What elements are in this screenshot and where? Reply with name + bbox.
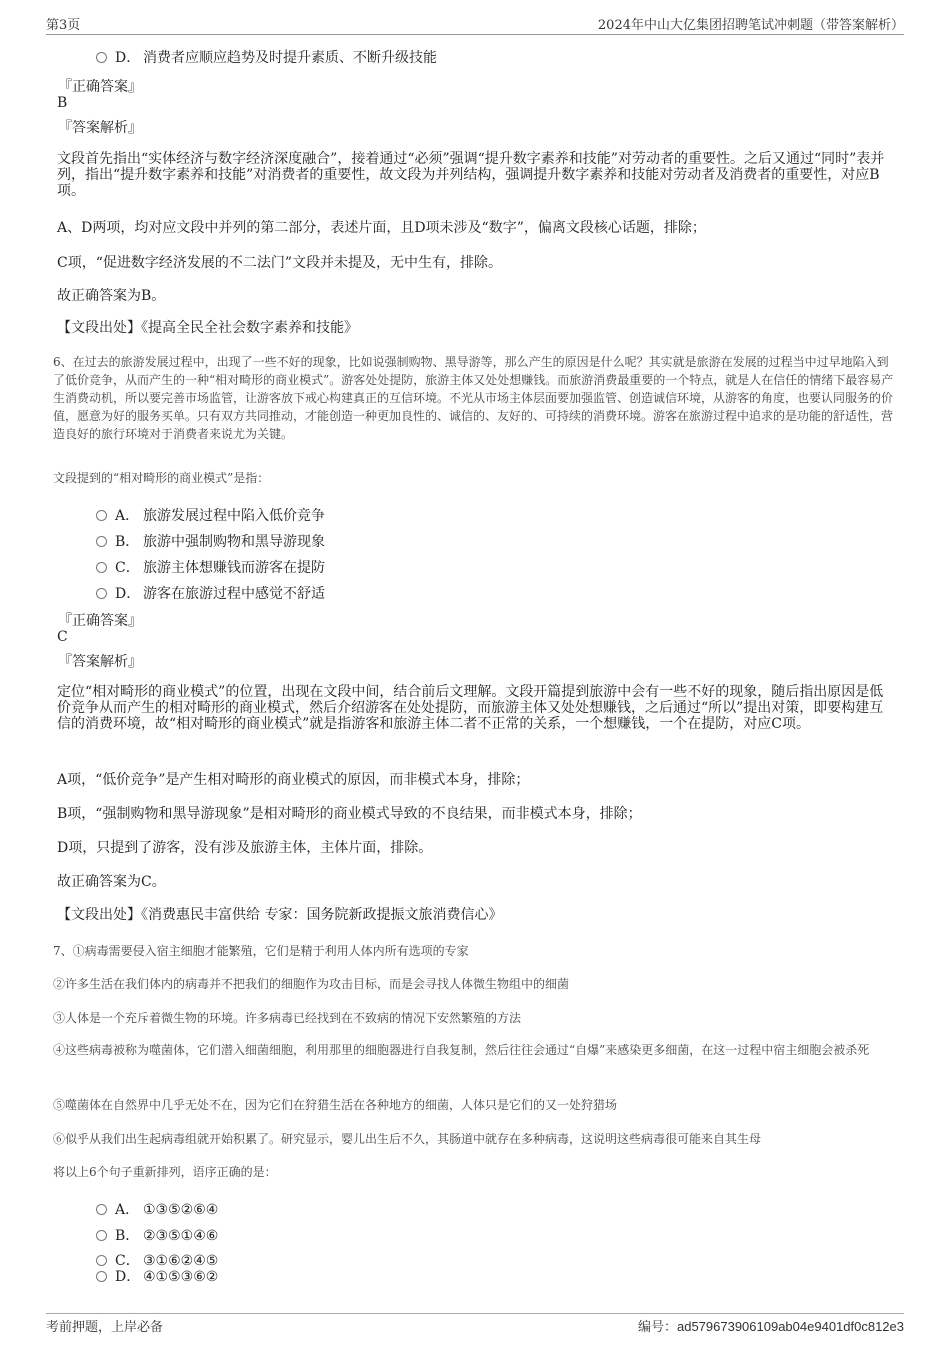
q5-analysis-4: 故正确答案为B。 [57,288,166,304]
q6-analysis-3: B项，“强制购物和黑导游现象”是相对畸形的商业模式导致的不良结果，而非模式本身，排除； [57,806,642,822]
q6-option-d[interactable]: D． 游客在旅游过程中感觉不舒适 [96,583,325,603]
q7-sentence-4: ④这些病毒被称为噬菌体，它们潜入细菌细胞，利用那里的细胞器进行自我复制，然后往往会通过“自爆”来感染更多细菌，在这一过程中宿主细胞会被杀死 [53,1043,870,1057]
q5-analysis-1: 文段首先指出“实体经济与数字经济深度融合”，接着通过“必须”强调“提升数字素养和技能”对劳动者的重要性。之后又通过“同时”表并列，指出“提升数字素养和技能”对消费者的重要性，故文段为并列结构，强调提升数字素养和技能对劳动者及消费者的重要性，对应B项。 [57,151,885,199]
footer-code [638,1316,904,1335]
q7-sentence-6: ⑥似乎从我们出生起病毒组就开始积累了。研究显示，婴儿出生后不久，其肠道中就存在多种病毒，这说明这些病毒很可能来自其生母 [53,1132,762,1146]
document-title: 2024年中山大亿集团招聘笔试冲刺题（带答案解析） [597,18,904,33]
q7-sentence-5: ⑤噬菌体在自然界中几乎无处不在，因为它们在狩猎生活在各种地方的细菌，人体只是它们的又一处狩猎场 [53,1098,618,1112]
q7-option-c[interactable]: C． ③①⑥②④⑤ [96,1250,218,1270]
footer-slogan: 考前押题，上岸必备 [46,1320,164,1335]
q6-source: 【文段出处】《消费惠民丰富供给 专家：国务院新政提振文旅消费信心》 [57,907,503,923]
q6-question: 文段提到的“相对畸形的商业模式”是指： [53,471,270,485]
radio-icon[interactable] [96,1204,107,1215]
radio-icon[interactable] [96,562,107,573]
q6-option-c[interactable]: C． 旅游主体想赚钱而游客在提防 [96,557,325,577]
q7-sentence-1: 7、①病毒需要侵入宿主细胞才能繁殖，它们是精于利用人体内所有选项的专家 [53,944,469,958]
q5-option-d[interactable]: D． 消费者应顺应趋势及时提升素质、不断升级技能 [96,47,437,67]
page-footer [46,1313,904,1338]
page-number: 第3页 [46,18,81,33]
q6-analysis-label: 『答案解析』 [58,654,142,670]
footer-code-value: ad579673906109ab04e9401df0c812e3 [676,1319,904,1334]
radio-icon[interactable] [96,510,107,521]
q7-sentence-2: ②许多生活在我们体内的病毒并不把我们的细胞作为攻击目标，而是会寻找人体微生物组中的细菌 [53,977,570,991]
radio-icon[interactable] [96,1271,107,1282]
q5-analysis-2: A、D两项，均对应文段中并列的第二部分，表述片面，且D项未涉及“数字”，偏离文段核心话题，排除； [57,220,706,236]
radio-icon[interactable] [96,1230,107,1241]
q5-source: 【文段出处】《提高全民全社会数字素养和技能》 [57,320,358,336]
q6-analysis-4: D项，只提到了游客，没有涉及旅游主体，主体片面，排除。 [57,840,433,856]
q6-answer-label: 『正确答案』 [58,613,142,629]
q6-analysis-2: A项，“低价竞争”是产生相对畸形的商业模式的原因，而非模式本身，排除； [57,772,530,788]
q5-analysis-3: C项，“促进数字经济发展的不二法门”文段并未提及，无中生有，排除。 [57,255,503,271]
q7-option-d[interactable]: D． ④①⑤③⑥② [96,1266,218,1286]
footer-code-label: 编号： [637,1320,677,1335]
q6-answer: C [57,629,68,645]
q6-option-b[interactable]: B． 旅游中强制购物和黑导游现象 [96,531,325,551]
radio-icon[interactable] [96,588,107,599]
q6-option-a[interactable]: A． 旅游发展过程中陷入低价竞争 [96,505,325,525]
q7-question: 将以上6个句子重新排列，语序正确的是： [53,1165,277,1179]
q6-stem: 6、在过去的旅游发展过程中，出现了一些不好的现象，比如说强制购物、黑导游等，那么产生的原因是什么呢？其实就是旅游在发展的过程当中过早地陷入到了低价竞争，从而产生的一种“相对畸形的商业模式”。游客处处提防，旅游主体又处处想赚钱。而旅游消费最重要的一个特点，就是人在信任的情绪下最容易产生消费动机，所以要完善市场监管，让游客放下戒心构建真正的互信环境。不光从市场主体层面要加强监管、创造诚信环境，从游客的角度，也要认同服务的价值，愿意为好的服务买单。只有双方共同推动，才能创造一种更加良性的、诚信的、友好的、可持续的消费环境。游客在旅游过程中追求的是功能的舒适性，营造良好的旅行环境对于消费者来说尤为关键。 [53,355,894,441]
q7-sentence-3: ③人体是一个充斥着微生物的环境。许多病毒已经找到在不致病的情况下安然繁殖的方法 [53,1011,522,1025]
radio-icon[interactable] [96,536,107,547]
q6-analysis-5: 故正确答案为C。 [57,874,166,890]
q5-answer: B [57,95,68,111]
q5-answer-label: 『正确答案』 [58,79,142,95]
q6-analysis-1: 定位“相对畸形的商业模式”的位置，出现在文段中间，结合前后文理解。文段开篇提到旅游中会有一些不好的现象，随后指出原因是低价竞争从而产生的相对畸形的商业模式，然后介绍游客在处处提防，而旅游主体又处处想赚钱，之后通过“所以”提出对策，即要构建互信的消费环境，故“相对畸形的商业模式”就是指游客和旅游主体二者不正常的关系，一个想赚钱，一个在提防，对应C项。 [57,684,884,732]
radio-icon[interactable] [96,1255,107,1266]
q7-option-b[interactable]: B． ②③⑤①④⑥ [96,1225,218,1245]
q7-option-a[interactable]: A． ①③⑤②⑥④ [96,1199,218,1219]
q5-analysis-label: 『答案解析』 [58,120,142,136]
radio-icon[interactable] [96,52,107,63]
page-header [46,14,904,35]
